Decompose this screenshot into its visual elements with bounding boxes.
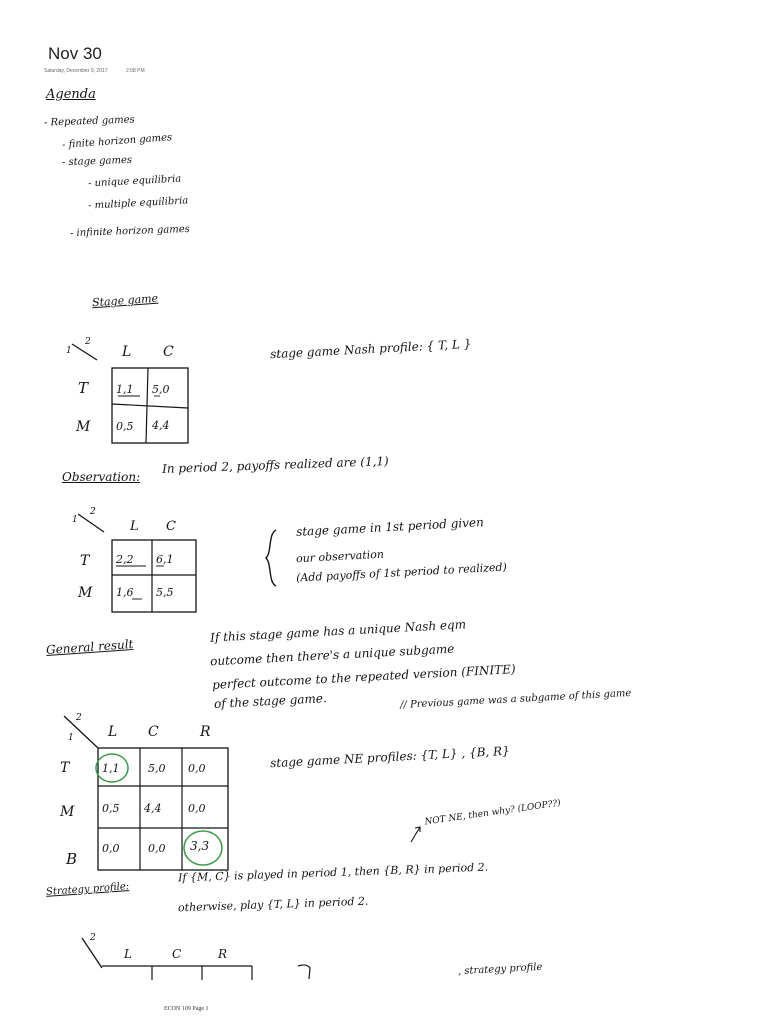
s3-cell-ML: 0,5 <box>102 802 120 815</box>
observation-text: In period 2, payoffs realized are (1,1) <box>161 454 389 476</box>
general-result-line-3: perfect outcome to the repeated version (FINITE) <box>211 662 516 692</box>
stage-game-3-ne-note: stage game NE profiles: {T, L} , {B, R} <box>269 743 511 771</box>
general-result-line-2: outcome then there's a unique subgame <box>209 641 455 669</box>
s1-row-T: T <box>78 379 89 397</box>
general-result-aside: // Previous game was a subgame of this game <box>399 687 632 712</box>
s3-player1-label: 1 <box>68 733 74 743</box>
stage-game-3-matrix <box>52 706 242 876</box>
s3-cell-TC: 5,0 <box>148 762 166 775</box>
stage-game-2-matrix <box>68 502 208 617</box>
s1-col-C: C <box>163 344 174 360</box>
s1-cell-ML: 0,5 <box>116 420 134 433</box>
s3-cell-BL: 0,0 <box>102 842 120 855</box>
s2-cell-TC: 6,1 <box>156 553 174 566</box>
agenda-heading: Agenda <box>46 87 96 102</box>
observation-label: Observation: <box>62 470 141 484</box>
s4-col-L: L <box>124 947 132 961</box>
agenda-item-finite-horizon: - finite horizon games <box>61 132 173 151</box>
s1-cell-MC: 4,4 <box>152 419 170 432</box>
s2-cell-MC: 5,5 <box>156 586 174 599</box>
stage-game-heading: Stage game <box>91 291 159 310</box>
stage-game-4-matrix-partial <box>72 928 262 980</box>
agenda-item-multiple-eq: - multiple equilibria <box>87 195 189 212</box>
general-result-line-1: If this stage game has a unique Nash eqm <box>209 617 467 645</box>
s2-cell-TL: 2,2 <box>116 553 134 566</box>
s2-player2-label: 2 <box>90 507 96 517</box>
brace-icon <box>262 528 282 588</box>
s3-cell-BR: 3,3 <box>190 839 210 853</box>
s3-col-R: R <box>200 724 211 740</box>
s3-row-T: T <box>60 760 70 776</box>
stage-game-4-note: , strategy profile <box>457 961 543 978</box>
s2-col-C: C <box>166 519 176 534</box>
s3-col-C: C <box>148 724 159 740</box>
s3-col-L: L <box>108 724 118 740</box>
general-result-line-4: of the stage game. <box>213 691 328 711</box>
s1-cell-TC: 5,0 <box>152 383 170 396</box>
stage-game-2-note-1: stage game in 1st period given <box>295 515 485 539</box>
general-result-label: General result <box>45 636 134 658</box>
s2-row-T: T <box>80 553 90 569</box>
agenda-item-repeated-games: - Repeated games <box>43 114 135 129</box>
s3-cell-BC: 0,0 <box>148 842 166 855</box>
strategy-profile-line-1: If {M, C} is played in period 1, then {B, R} in period 2. <box>177 860 489 885</box>
agenda-item-unique-eq: - unique equilibria <box>87 173 182 190</box>
agenda-item-infinite-horizon: - infinite horizon games <box>69 223 191 240</box>
s2-player1-label: 1 <box>72 515 78 525</box>
s3-player2-label: 2 <box>76 713 82 723</box>
s2-row-M: M <box>78 585 93 601</box>
s3-row-M: M <box>60 804 75 820</box>
s1-col-L: L <box>122 344 132 360</box>
page-footer: ECON 109 Page 1 <box>164 1006 209 1012</box>
stage-game-1-nash-note: stage game Nash profile: { T, L } <box>269 336 472 362</box>
s1-player2-label: 2 <box>85 337 91 347</box>
s3-cell-TL: 1,1 <box>102 762 120 775</box>
stage-game-2-note-3: (Add payoffs of 1st period to realized) <box>295 560 508 585</box>
s4-col-C: C <box>172 947 182 961</box>
bracket-mark-icon <box>296 962 314 980</box>
stage-game-2-note-2: our observation <box>295 547 385 566</box>
page-title: Nov 30 <box>48 44 102 63</box>
s2-cell-ML: 1,6 <box>116 586 134 599</box>
arrow-icon <box>408 824 424 844</box>
page-time: 2:08 PM <box>126 68 145 74</box>
agenda-item-stage-games: - stage games <box>61 154 133 169</box>
strategy-profile-label: Strategy profile: <box>45 881 130 898</box>
s2-col-L: L <box>130 519 139 534</box>
s3-cell-MC: 4,4 <box>144 802 162 815</box>
s3-cell-TR: 0,0 <box>188 762 206 775</box>
page-date: Saturday, December 9, 2017 <box>44 68 108 74</box>
s1-player1-label: 1 <box>66 346 72 356</box>
strategy-profile-line-2: otherwise, play {T, L} in period 2. <box>177 894 369 915</box>
not-ne-question: NOT NE, then why? (LOOP??) <box>423 798 562 828</box>
s4-player2-label: 2 <box>90 933 96 943</box>
s1-cell-TL: 1,1 <box>116 383 134 396</box>
s1-row-M: M <box>76 419 91 435</box>
s3-row-B: B <box>66 850 78 868</box>
stage-game-1-matrix <box>60 330 200 445</box>
s3-cell-MR: 0,0 <box>188 802 206 815</box>
s4-col-R: R <box>218 947 228 961</box>
